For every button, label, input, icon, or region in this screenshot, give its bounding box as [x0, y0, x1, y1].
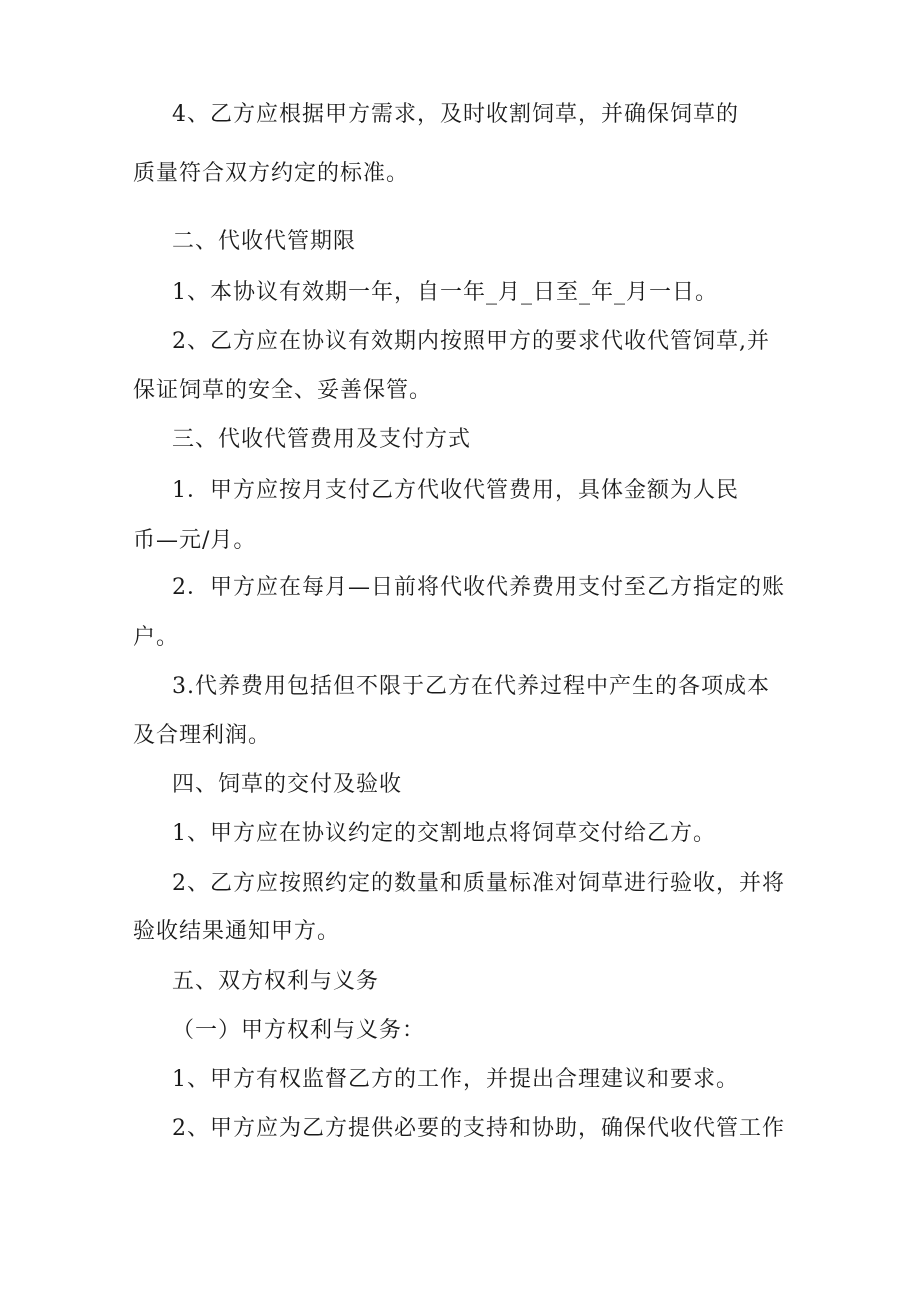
section-4-heading: 四、饲草的交付及验收 — [172, 772, 403, 797]
section-5-heading: 五、双方权利与义务 — [172, 969, 380, 994]
section-2-item-1: 1、本协议有效期一年，自一年_月_日至_年_月一日。 — [172, 280, 718, 305]
section-4-item-2-line-1: 2、乙方应按照约定的数量和质量标准对饲草进行验收，并将 — [172, 871, 785, 896]
section-4-item-1: 1、甲方应在协议约定的交割地点将饲草交付给乙方。 — [172, 821, 716, 846]
section-3-item-2-line-2: 户。 — [133, 625, 180, 650]
section-4-item-2-line-2: 验收结果通知甲方。 — [133, 919, 341, 944]
section-3-item-1-line-2: 币—元/月。 — [133, 528, 257, 553]
section-5-subheading-1: （一）甲方权利与义务： — [172, 1018, 426, 1043]
section-2-heading: 二、代收代管期限 — [172, 229, 357, 254]
section-3-item-2-line-1: 2．甲方应在每月—日前将代收代养费用支付至乙方指定的账 — [172, 575, 785, 600]
section-3-item-1-line-1: 1．甲方应按月支付乙方代收代管费用，具体金额为人民 — [172, 478, 739, 503]
section-5-item-1: 1、甲方有权监督乙方的工作，并提出合理建议和要求。 — [172, 1067, 739, 1092]
section-3-heading: 三、代收代管费用及支付方式 — [172, 427, 472, 452]
section-3-item-3-line-2: 及合理利润。 — [133, 723, 272, 748]
section-2-item-2-line-1: 2、乙方应在协议有效期内按照甲方的要求代收代管饲草,并 — [172, 329, 770, 354]
clause-4-line-2: 质量符合双方约定的标准。 — [133, 161, 410, 186]
section-5-item-2-line-1: 2、甲方应为乙方提供必要的支持和协助，确保代收代管工作 — [172, 1116, 785, 1141]
clause-4-line-1: 4、乙方应根据甲方需求，及时收割饲草，并确保饲草的 — [172, 102, 739, 127]
section-2-item-2-line-2: 保证饲草的安全、妥善保管。 — [133, 378, 433, 403]
section-3-item-3-line-1: 3.代养费用包括但不限于乙方在代养过程中产生的各项成本 — [172, 674, 770, 699]
